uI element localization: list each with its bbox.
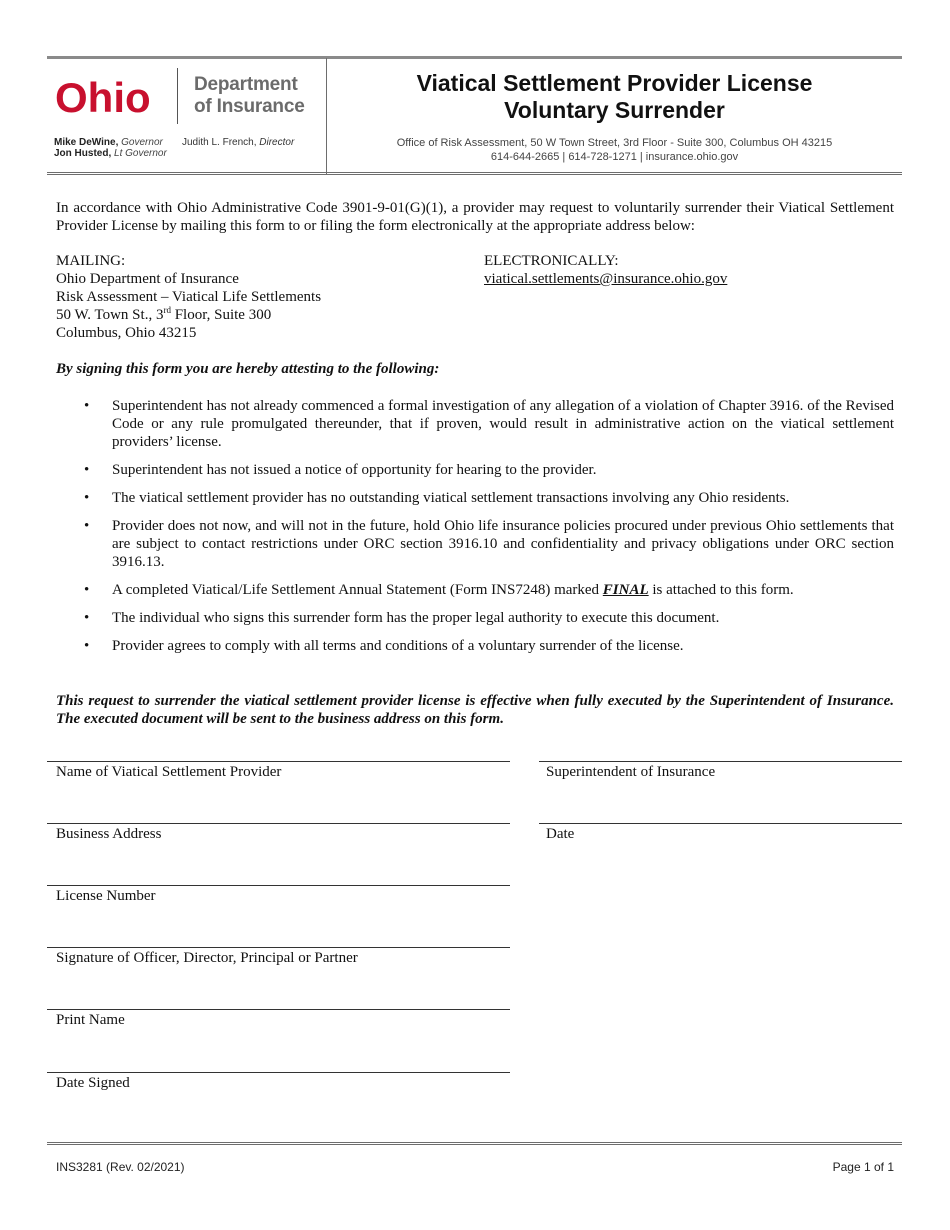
- provider-name-line[interactable]: [47, 761, 510, 762]
- provider-name-label: Name of Viatical Settlement Provider: [56, 764, 282, 780]
- license-number-line[interactable]: [47, 885, 510, 886]
- list-item: • The individual who signs this surrender form has the proper legal authority to execute this document.: [84, 610, 720, 626]
- ohio-logo-text: Ohio: [55, 74, 151, 120]
- bullet-icon: •: [84, 638, 90, 654]
- department-name: Department of Insurance: [194, 74, 305, 117]
- list-item: • A completed Viatical/Life Settlement Annual Statement (Form INS7248) marked FINAL is attached to this form.: [84, 582, 794, 598]
- bullet-icon: •: [84, 490, 90, 506]
- bullet-icon: •: [84, 462, 90, 478]
- ohio-logo: [55, 72, 167, 120]
- logo-divider: [177, 68, 178, 124]
- header-top-rule: [47, 56, 902, 59]
- attest-heading: By signing this form you are hereby attesting to the following:: [56, 361, 440, 377]
- date-signed-line[interactable]: [47, 1072, 510, 1073]
- license-number-label: License Number: [56, 888, 156, 904]
- form-number: INS3281 (Rev. 02/2021): [56, 1160, 185, 1174]
- superintendent-line[interactable]: [539, 761, 902, 762]
- print-name-label: Print Name: [56, 1012, 125, 1028]
- mailing-address: MAILING: Ohio Department of Insurance Risk Assessment – Viatical Life Settlements 50 W. Town St., 3rd Floor, Suite 300 Columbus, Ohio 43215: [56, 253, 322, 341]
- director-block: Judith L. French, Director: [182, 137, 295, 148]
- business-address-label: Business Address: [56, 826, 162, 842]
- bullet-icon: •: [84, 398, 90, 414]
- date-signed-label: Date Signed: [56, 1075, 130, 1091]
- list-item: • The viatical settlement provider has no outstanding viatical settlement transactions involving any Ohio residents.: [84, 490, 790, 506]
- intro-paragraph: In accordance with Ohio Administrative Code 3901-9-01(G)(1), a provider may request to voluntarily surrender their Viatical Settlement Provider License by mailing this form to or filing the form electronically at the appropriate address below:: [56, 200, 894, 234]
- form-title: Viatical Settlement Provider License Voluntary Surrender: [416, 70, 813, 123]
- footer-rule: [47, 1142, 902, 1145]
- signature-label: Signature of Officer, Director, Principal or Partner: [56, 950, 358, 966]
- final-emphasis: FINAL: [602, 582, 649, 598]
- effective-notice: This request to surrender the viatical settlement provider license is effective when fully executed by the Superintendent of Insurance. The executed document will be sent to the business address on this form.: [56, 693, 894, 727]
- signature-line[interactable]: [47, 947, 510, 948]
- bullet-icon: •: [84, 518, 90, 534]
- bullet-icon: •: [84, 582, 90, 598]
- list-item: • Superintendent has not issued a notice of opportunity for hearing to the provider.: [84, 462, 597, 478]
- office-address: Office of Risk Assessment, 50 W Town Street, 3rd Floor - Suite 300, Columbus OH 43215 614-644-2665 | 614-728-1271 | insurance.ohio.gov: [396, 137, 833, 163]
- print-name-line[interactable]: [47, 1009, 510, 1010]
- list-item: • Provider does not now, and will not in the future, hold Ohio life insurance policies procured under previous Ohio settlements that are subject to contact restrictions under ORC section 3916.10 and confidentiality and privacy obligations under ORC section 3916.13.: [84, 518, 894, 570]
- bullet-icon: •: [84, 610, 90, 626]
- superintendent-date-label: Date: [546, 826, 575, 842]
- list-item: • Superintendent has not already commenced a formal investigation of any allegation of a violation of Chapter 3916. of the Revised Code or any rule promulgated thereunder, that if proven, would result in administrative action on the viatical settlement providers’ license.: [84, 398, 894, 450]
- governor-block: Mike DeWine, Governor Jon Husted, Lt Governor: [54, 137, 167, 159]
- electronic-address: ELECTRONICALLY: viatical.settlements@insurance.ohio.gov: [484, 253, 728, 287]
- business-address-line[interactable]: [47, 823, 510, 824]
- superintendent-date-line[interactable]: [539, 823, 902, 824]
- email-link[interactable]: viatical.settlements@insurance.ohio.gov: [484, 271, 728, 287]
- list-item: • Provider agrees to comply with all terms and conditions of a voluntary surrender of the license.: [84, 638, 684, 654]
- attestation-list: [56, 397, 894, 665]
- page-number: Page 1 of 1: [832, 1160, 894, 1174]
- letterhead: [47, 56, 902, 177]
- header-bottom-rule: [47, 172, 902, 175]
- superintendent-label: Superintendent of Insurance: [546, 764, 716, 780]
